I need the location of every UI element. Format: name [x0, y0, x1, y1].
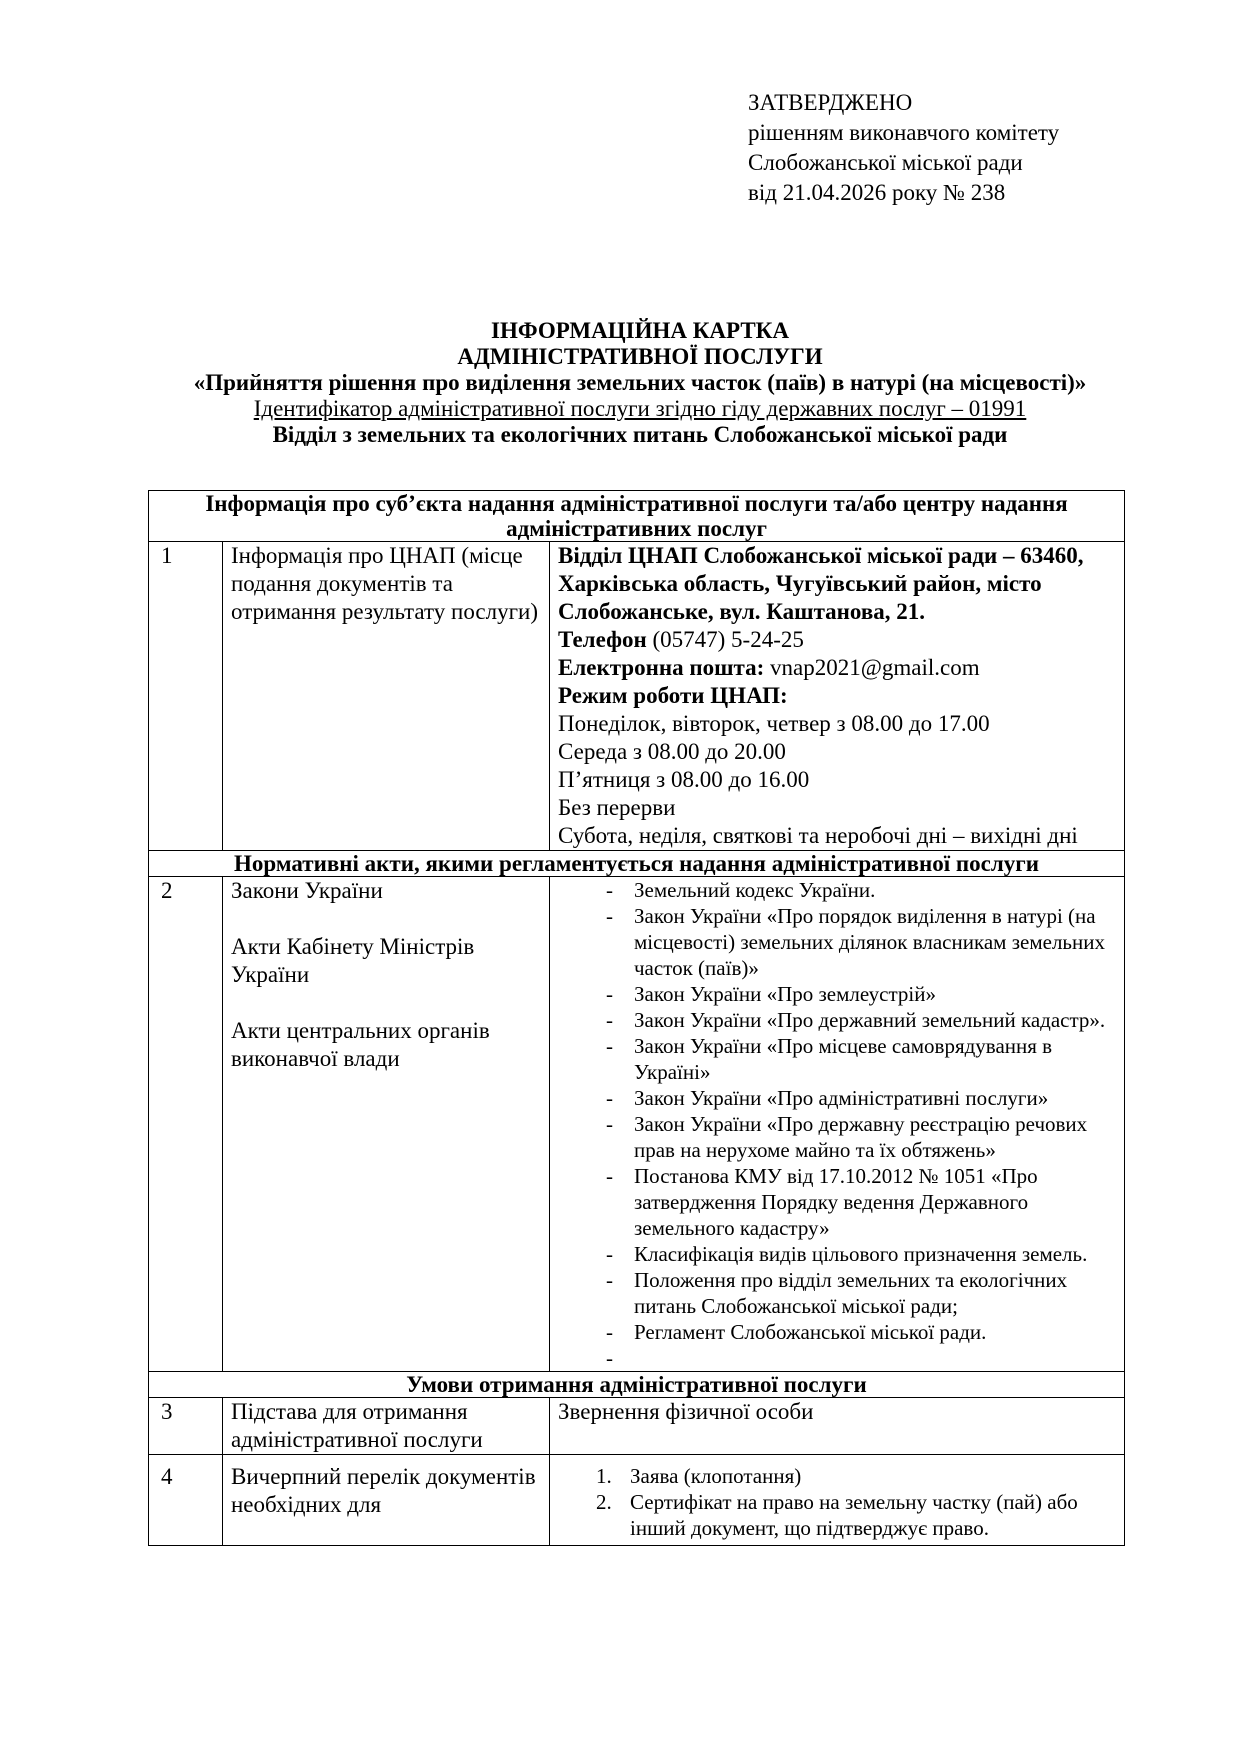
department-name: Відділ з земельних та екологічних питань Слобожанської міської ради [272, 422, 1008, 447]
act-type: Закони України [231, 878, 383, 903]
row-value [550, 1455, 1125, 1546]
list-item: 1. Заява (клопотання) [596, 1464, 802, 1488]
approval-line: рішенням виконавчого комітету [748, 120, 1060, 145]
table-row [149, 542, 1125, 851]
section-title: Умови отримання адміністративної послуги [149, 1372, 1125, 1398]
row-number: 4 [149, 1455, 223, 1546]
documents-list [550, 1463, 1116, 1541]
row-label: Інформація про ЦНАП (місце подання документів та отримання результату послуги) [223, 542, 550, 851]
approval-line: Слобожанської міської ради [748, 150, 1023, 175]
list-item: - Закон України «Про державний земельний кадастр». [564, 1007, 1124, 1033]
list-item: - Закон України «Про місцеве самоврядування в Україні» [564, 1033, 1124, 1085]
cnap-hours: Без перерви [558, 795, 676, 820]
list-item: - Земельний кодекс України. [564, 877, 1124, 903]
table-row [149, 1398, 1125, 1455]
cnap-hours: Понеділок, вівторок, четвер з 08.00 до 17.00 [558, 711, 990, 736]
section-title: Нормативні акти, якими регламентується надання адміністративної послуги [149, 851, 1125, 877]
approval-date: від 21.04.2026 року № 238 [748, 180, 1006, 205]
cnap-phone: Телефон (05747) 5-24-25 [558, 627, 804, 652]
table-row [149, 1455, 1125, 1546]
section-header [149, 851, 1125, 877]
list-item-empty [564, 1345, 1124, 1371]
row-value [550, 542, 1125, 851]
act-type: Акти центральних органів виконавчої влади [231, 1018, 490, 1071]
title-line: АДМІНІСТРАТИВНОЇ ПОСЛУГИ [457, 344, 823, 369]
legal-acts-list [550, 877, 1124, 1371]
row-value: Звернення фізичної особи [550, 1398, 1125, 1455]
row-number: 1 [149, 542, 223, 851]
cnap-hours: Середа з 08.00 до 20.00 [558, 739, 786, 764]
section-header [149, 491, 1125, 542]
cnap-hours-label: Режим роботи ЦНАП: [558, 683, 788, 708]
row-number: 3 [149, 1398, 223, 1455]
list-item: - Закон України «Про державну реєстрацію речових прав на нерухоме майно та їх обтяжень» [564, 1111, 1124, 1163]
document-title [140, 318, 1140, 448]
info-card-table [148, 490, 1125, 1546]
row-label: Вичерпний перелік документів необхідних для [223, 1455, 550, 1546]
service-name: «Прийняття рішення про виділення земельних часток (паїв) в натурі (на місцевості)» [193, 370, 1087, 395]
approval-block [748, 88, 1059, 208]
list-item: - Закон України «Про порядок виділення в натурі (на місцевості) земельних ділянок власникам земельних часток (паїв)» [564, 903, 1124, 981]
service-identifier: Ідентифікатор адміністративної послуги згідно гіду державних послуг – 01991 [253, 396, 1027, 421]
cnap-address: Відділ ЦНАП Слобожанської міської ради – 63460, Харківська область, Чугуївський район, місто Слобожанське, вул. Каштанова, 21. [558, 543, 1084, 624]
list-item: - Постанова КМУ від 17.10.2012 № 1051 «Про затвердження Порядку ведення Державного земельного кадастру» [564, 1163, 1124, 1241]
section-title: Інформація про суб’єкта надання адміністративної послуги та/або центру надання адміністративних послуг [149, 491, 1125, 542]
table-row [149, 877, 1125, 1372]
row-label [223, 877, 550, 1372]
cnap-hours: Субота, неділя, святкові та неробочі дні – вихідні дні [558, 823, 1078, 848]
list-item: - Закон України «Про землеустрій» [564, 981, 1124, 1007]
row-label: Підстава для отримання адміністративної послуги [223, 1398, 550, 1455]
cnap-email: Електронна пошта: vnap2021@gmail.com [558, 655, 980, 680]
section-header [149, 1372, 1125, 1398]
act-type: Акти Кабінету Міністрів України [231, 934, 475, 987]
list-item: - Положення про відділ земельних та екологічних питань Слобожанської міської ради; [564, 1267, 1124, 1319]
row-value [550, 877, 1125, 1372]
approval-heading: ЗАТВЕРДЖЕНО [748, 90, 913, 115]
row-number: 2 [149, 877, 223, 1372]
title-line: ІНФОРМАЦІЙНА КАРТКА [491, 318, 789, 343]
list-item: - Класифікація видів цільового призначення земель. [564, 1241, 1124, 1267]
list-item: 2. Сертифікат на право на земельну частку (пай) або інший документ, що підтверджує право. [596, 1490, 1078, 1540]
list-item: - Закон України «Про адміністративні послуги» [564, 1085, 1124, 1111]
list-item: - Регламент Слобожанської міської ради. [564, 1319, 1124, 1345]
cnap-hours: П’ятниця з 08.00 до 16.00 [558, 767, 810, 792]
